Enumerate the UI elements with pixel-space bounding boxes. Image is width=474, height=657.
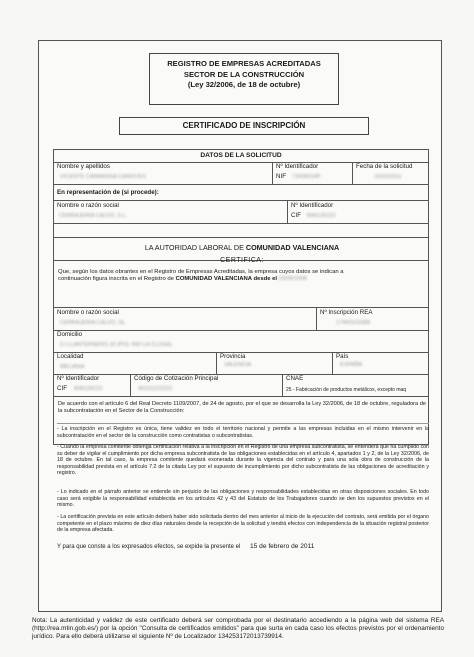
legal-bullet-3: - Lo indicado en el párrafo anterior se entiende sin perjuicio de las obligaciones y responsabilidades establecidas en otras disposiciones sociales. En todo caso será exigible la responsabilidad establecida en los artículos 42 y 43 del Estatuto de los Trabajadores cuando se den los supuestos previstos en el mismo. [57,489,429,508]
registry-title-line1: REGISTRO DE EMPRESAS ACREDITADAS [167,59,321,68]
pais-label: País [336,353,349,360]
id-label: Nº Identificador [276,163,319,170]
rea-label: Nº Inscripción REA [320,309,373,316]
solicitud-section-title: DATOS DE LA SOLICITUD [54,150,428,163]
request-date-label: Fecha de la solicitud [356,163,413,170]
authority-name: COMUNIDAD VALENCIANA [245,243,340,252]
divider [332,352,333,374]
cotizacion-value: 46101222222 [138,386,173,392]
divider [130,374,131,396]
authority-heading [54,243,430,252]
authority-paragraph-line2 [58,276,426,283]
certifica-label: CERTIFICA: [220,257,264,264]
company-cif-label: CIF [291,212,301,219]
legal-bullet-2: - Cuando la empresa comitente obtenga certificación relativa a la inscripción en el Registro de una empresa subcontratista, se entenderá que ha cumplido con su deber de vigilar el cumplimiento por dicha empresa subcontratista de las obligaciones establecidas en el artículo 4, apartados 1 y 2, de la Ley 32/2006, de 18 de octubre. En tal caso, la empresa comitente quedará exonerada durante la vigencia del contrato y para una sola obra de construcción de la responsabilidad prevista en el artículo 7.2 de la citada Ley por el supuesto de incumplimiento por dicho subcontratista de las obligaciones de acreditación y registro. [57,444,429,476]
cotizacion-label: Código de Cotización Principal [134,375,219,382]
registry-title-line3: (Ley 32/2006, de 18 de octubre) [187,80,301,89]
localidad-value: MELIANA [60,364,85,370]
certificate-title: CERTIFICADO DE INSCRIPCIÓN [119,117,369,135]
request-date-value: 15/02/2011 [374,174,402,180]
divider [54,184,428,185]
localidad-label: Localidad [57,353,84,360]
divider [352,162,353,184]
divider [272,162,273,184]
provincia-value: VALENCIA [224,362,252,368]
divider [282,374,283,396]
authority-paragraph-region: COMUNIDAD VALENCIANA desde el [175,275,278,282]
divider [54,330,428,331]
authority-paragraph-line1: Que, según los datos obrantes en el Registro de Empresas Acreditadas, la empresa cuyos datos se indican a [58,269,344,275]
divider [54,374,428,375]
closing-line [57,543,429,550]
company-label: Nombre o razón social [57,202,119,209]
divider [287,201,288,223]
name-value: VICENTE CAMARASA CANOVES [60,174,146,180]
registry-title-line2: SECTOR DE LA CONSTRUCCIÓN [183,69,305,79]
domicilio-label: Domicilio [57,331,83,338]
pais-value: ESPAÑA [340,362,363,368]
divider [54,396,428,397]
legal-intro: De acuerdo con el artículo 6 del Real Decreto 1109/2007, de 24 de agosto, por el que se desarrolla la Ley 32/2006, de 18 de octubre, reguladora de la subcontratación en el Sector de la Construcción: [58,401,426,414]
legal-bullet-1: - La inscripción en el Registro es única, tiene validez en todo el territorio nacional y permite a las empresas incluidas en el mismo intervenir en la subcontratación en el sector de la construcción como contratistas o subcontratistas. [57,423,429,439]
registry-title-box [149,53,339,105]
legal-bullet-4: - La certificación prevista en este artículo deberá haber sido solicitada dentro del mes anterior al inicio de la ejecución del contrato, será emitida por el órgano competente en el plazo máximo de diez días naturales desde la recepción de la solicitud y tendrá efectos con independencia de la situación registral posterior de la empresa afectada. [57,514,429,533]
representation-box [53,200,429,224]
certificate-frame [38,40,442,612]
company-id-label: Nº Identificador [291,202,334,209]
cif-label: CIF [57,385,67,392]
company-name-label: Nombre o razón social [57,309,119,316]
name-label: Nombre y apellidos [57,163,110,170]
provincia-label: Provincia [220,353,246,360]
domicilio-value: C/ LLANTERNERS 20 (POL IND LA CLOSA) [60,342,172,348]
company-cif-value: B96126222 [307,213,336,219]
cif-value: B96126222 [74,386,103,392]
cnae-value: 25 - Fabricación de productos metálicos, excepto maq [286,387,407,393]
divider [216,352,217,374]
cnae-label: CNAE [286,375,304,382]
company-name-value: CERRAJERIA CALVO, SL [60,320,126,326]
nif-label: NIF [276,173,286,180]
representation-label: En representación de (si procede): [57,189,159,196]
authority-paragraph-text: continuación figura inscrita en el Registro de [58,275,174,282]
nif-value: 73408154P [292,174,321,180]
inscription-date-value: 23/09/2008 [278,275,307,282]
divider [316,308,317,330]
footnote: Nota: La autenticidad y validez de este certificado deberá ser comprobada por el destinatario accediendo a la página web del sistema REA (http://rea.mtin.gob.es/) por la opción "Consulta de certificados emitidos" para que surta en cada caso los efectos previstos por el ordenamiento jurídico. Para ello deberá utilizarse el siguiente Nº de Localizador 134253172013739914. [32,617,444,641]
company-id-label: Nº Identificador [57,375,100,382]
closing-text: Y para que conste a los expresados efectos, se expide la presente el [57,544,241,550]
authority-prefix: LA AUTORIDAD LABORAL DE [144,243,244,252]
issue-date: 15 de febrero de 2011 [250,543,315,550]
company-value: CERRAJERIA CALVO, S.L. [59,213,128,219]
authority-paragraph [58,269,426,283]
rea-value: 17460103388 [336,320,371,326]
